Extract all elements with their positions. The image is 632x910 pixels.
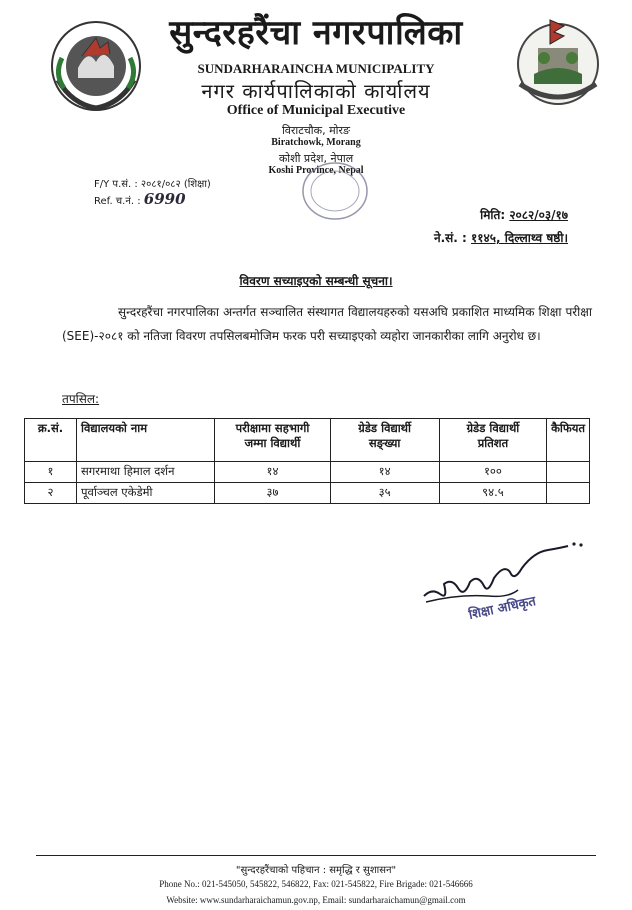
- footer-divider: [36, 855, 596, 856]
- header-school-label: विद्यालयको नाम: [81, 421, 148, 435]
- header-appeared-line-2: जम्मा विद्यार्थी: [244, 436, 301, 450]
- header-percent-line-1: ग्रेडेड विद्यार्थी: [466, 421, 520, 435]
- office-name-en: Office of Municipal Executive: [226, 103, 406, 118]
- results-table: [24, 418, 590, 504]
- table-row: [25, 462, 590, 483]
- header-appeared: [215, 419, 330, 462]
- details-label: तपसिल:: [62, 392, 100, 406]
- cell-percent: ९४.५: [439, 483, 546, 504]
- address-en: Biratchowk, Morang: [271, 137, 361, 148]
- subject-line: [0, 272, 632, 289]
- header-graded-line-2: सङ्ख्या: [368, 436, 401, 450]
- nepal-sambat-label: ने.सं. :: [433, 231, 467, 245]
- cell-school: सगरमाथा हिमाल दर्शन: [77, 462, 215, 483]
- municipality-name-np: सुन्दरहरैंचा नगरपालिका: [169, 13, 463, 53]
- date-line: [480, 206, 568, 223]
- header-appeared-line-1: परीक्षामा सहभागी: [235, 421, 310, 435]
- cell-remarks: [547, 483, 590, 504]
- date-label: मिति:: [480, 208, 506, 222]
- cell-sn: २: [25, 483, 77, 504]
- header-remarks: कैफियत: [547, 419, 590, 462]
- fiscal-year-ref: F/Y प.सं. : २०८१/०८२ (शिक्षा): [94, 179, 211, 190]
- header-graded: [330, 419, 439, 462]
- cell-percent: १००: [439, 462, 546, 483]
- signature-icon: [418, 538, 588, 638]
- cell-appeared: १४: [215, 462, 330, 483]
- province-np: कोशी प्रदेश, नेपाल: [278, 152, 354, 165]
- dispatch-ref-label: Ref. च.नं. :: [94, 196, 141, 207]
- header-sn: क्र.सं.: [25, 419, 77, 462]
- cell-remarks: [547, 462, 590, 483]
- header-graded-line-1: ग्रेडेड विद्यार्थी: [358, 421, 412, 435]
- footer-web: Website: www.sundarharaichamun.gov.np, Email: sundarharaichamun@gmail.com: [166, 895, 466, 905]
- office-name-np: नगर कार्यपालिकाको कार्यालय: [201, 79, 431, 103]
- office-stamp-icon: [300, 160, 370, 222]
- header-percent-line-2: प्रतिशत: [477, 436, 509, 450]
- subject-text: विवरण सच्याइएको सम्बन्धी सूचना।: [239, 274, 393, 288]
- nepal-sambat-value: ११४५, दिल्लाथ्व षष्ठी।: [471, 231, 568, 245]
- cell-graded: ३५: [330, 483, 439, 504]
- date-value: २०८२/०३/१७: [509, 208, 568, 222]
- signatory-title: शिक्षा अधिकृत: [467, 594, 538, 623]
- dispatch-ref: [94, 190, 186, 208]
- footer-contact: Phone No.: 021-545050, 545822, 546822, Fax: 021-545822, Fire Brigade: 021-546666: [159, 879, 473, 889]
- header-school: [77, 419, 215, 462]
- cell-school: पूर्वाञ्चल एकेडेमी: [77, 483, 215, 504]
- header-percent: [439, 419, 546, 462]
- nepal-sambat-line: [434, 229, 568, 246]
- dispatch-ref-number: 6990: [143, 190, 186, 208]
- cell-graded: १४: [330, 462, 439, 483]
- cell-appeared: ३७: [215, 483, 330, 504]
- table-header-row: [25, 419, 590, 462]
- province-en: Koshi Province, Nepal: [268, 165, 364, 176]
- body-paragraph: सुन्दरहरैंचा नगरपालिका अन्तर्गत सञ्चालित संस्थागत विद्यालयहरुको यसअघि प्रकाशित माध्यमिक शिक्षा परीक्षा (SEE)-२०८१ को नतिजा विवरण तपसिलबमोजिम फरक परी सच्याइएको व्यहोरा जानकारीका लागि अनुरोध छ।: [62, 305, 592, 343]
- address-np: विराटचौक, मोरङ: [281, 124, 351, 137]
- footer-slogan: "सुन्दरहरैंचाको पहिचान : समृद्धि र सुशासन": [235, 865, 397, 876]
- municipality-name-en: SUNDARHARAINCHA MUNICIPALITY: [197, 61, 435, 76]
- table-row: [25, 483, 590, 504]
- cell-sn: १: [25, 462, 77, 483]
